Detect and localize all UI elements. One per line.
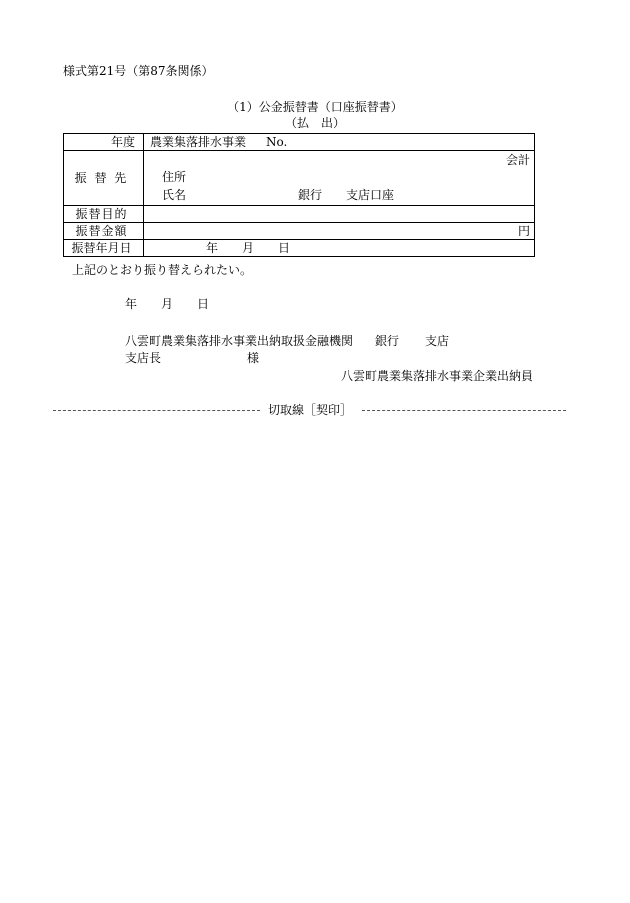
bank-label: 銀行	[298, 188, 323, 202]
program-name: 農業集落排水事業	[150, 135, 247, 149]
cut-line-label: 切取線［契印］	[268, 403, 353, 417]
sign-year: 年	[125, 297, 138, 311]
sign-day: 日	[197, 297, 210, 311]
yen-unit: 円	[517, 224, 530, 238]
date-label-cell	[64, 240, 144, 257]
form-title: （1）公金振替書（口座振替書）	[227, 100, 403, 114]
honorific: 様	[247, 351, 260, 365]
row-date	[64, 240, 535, 257]
date-day: 日	[278, 241, 291, 255]
date-label: 振替年月日	[71, 241, 132, 255]
transfer-to-label: 振 替 先	[74, 171, 129, 185]
branch-account-label: 支店口座	[346, 188, 395, 202]
sign-month: 月	[161, 297, 174, 311]
form-subtitle: （払 出）	[284, 116, 345, 130]
cut-line-right	[362, 410, 566, 411]
name-label: 氏名	[162, 188, 187, 202]
issuer: 八雲町農業集落排水事業企業出納員	[340, 369, 533, 383]
row-amount	[64, 223, 535, 240]
transfer-form-table	[63, 133, 535, 257]
purpose-label: 振替目的	[75, 207, 128, 221]
row-year	[64, 134, 535, 151]
program-cell	[144, 134, 535, 151]
request-text: 上記のとおり振り替えられたい。	[72, 263, 253, 277]
branch-manager-line	[125, 351, 259, 365]
addressee-branch: 支店	[425, 334, 450, 348]
addressee-bank: 銀行	[375, 334, 400, 348]
payee-line	[148, 188, 530, 202]
amount-label: 振替金額	[75, 224, 128, 238]
date-year: 年	[206, 241, 219, 255]
addressee-line	[125, 334, 449, 348]
branch-manager-label: 支店長	[125, 351, 162, 365]
cut-line-left	[53, 410, 260, 411]
row-transfer-to	[64, 151, 535, 206]
amount-value-cell	[144, 223, 535, 240]
purpose-value-cell	[144, 206, 535, 223]
institution-name: 八雲町農業集落排水事業出納取扱金融機関	[125, 334, 354, 348]
transfer-to-cell	[144, 151, 535, 206]
purpose-label-cell	[64, 206, 144, 223]
amount-label-cell	[64, 223, 144, 240]
year-label-cell	[64, 134, 144, 151]
account-type: 会計	[505, 153, 530, 167]
sign-date	[125, 297, 209, 311]
date-value-cell	[144, 240, 535, 257]
number-label: No.	[266, 135, 288, 149]
address-label: 住所	[162, 170, 187, 184]
date-month: 月	[242, 241, 255, 255]
form-reference: 様式第21号（第87条関係）	[63, 64, 214, 78]
transfer-to-label-cell	[64, 151, 144, 206]
year-label: 年度	[110, 135, 135, 149]
row-purpose	[64, 206, 535, 223]
